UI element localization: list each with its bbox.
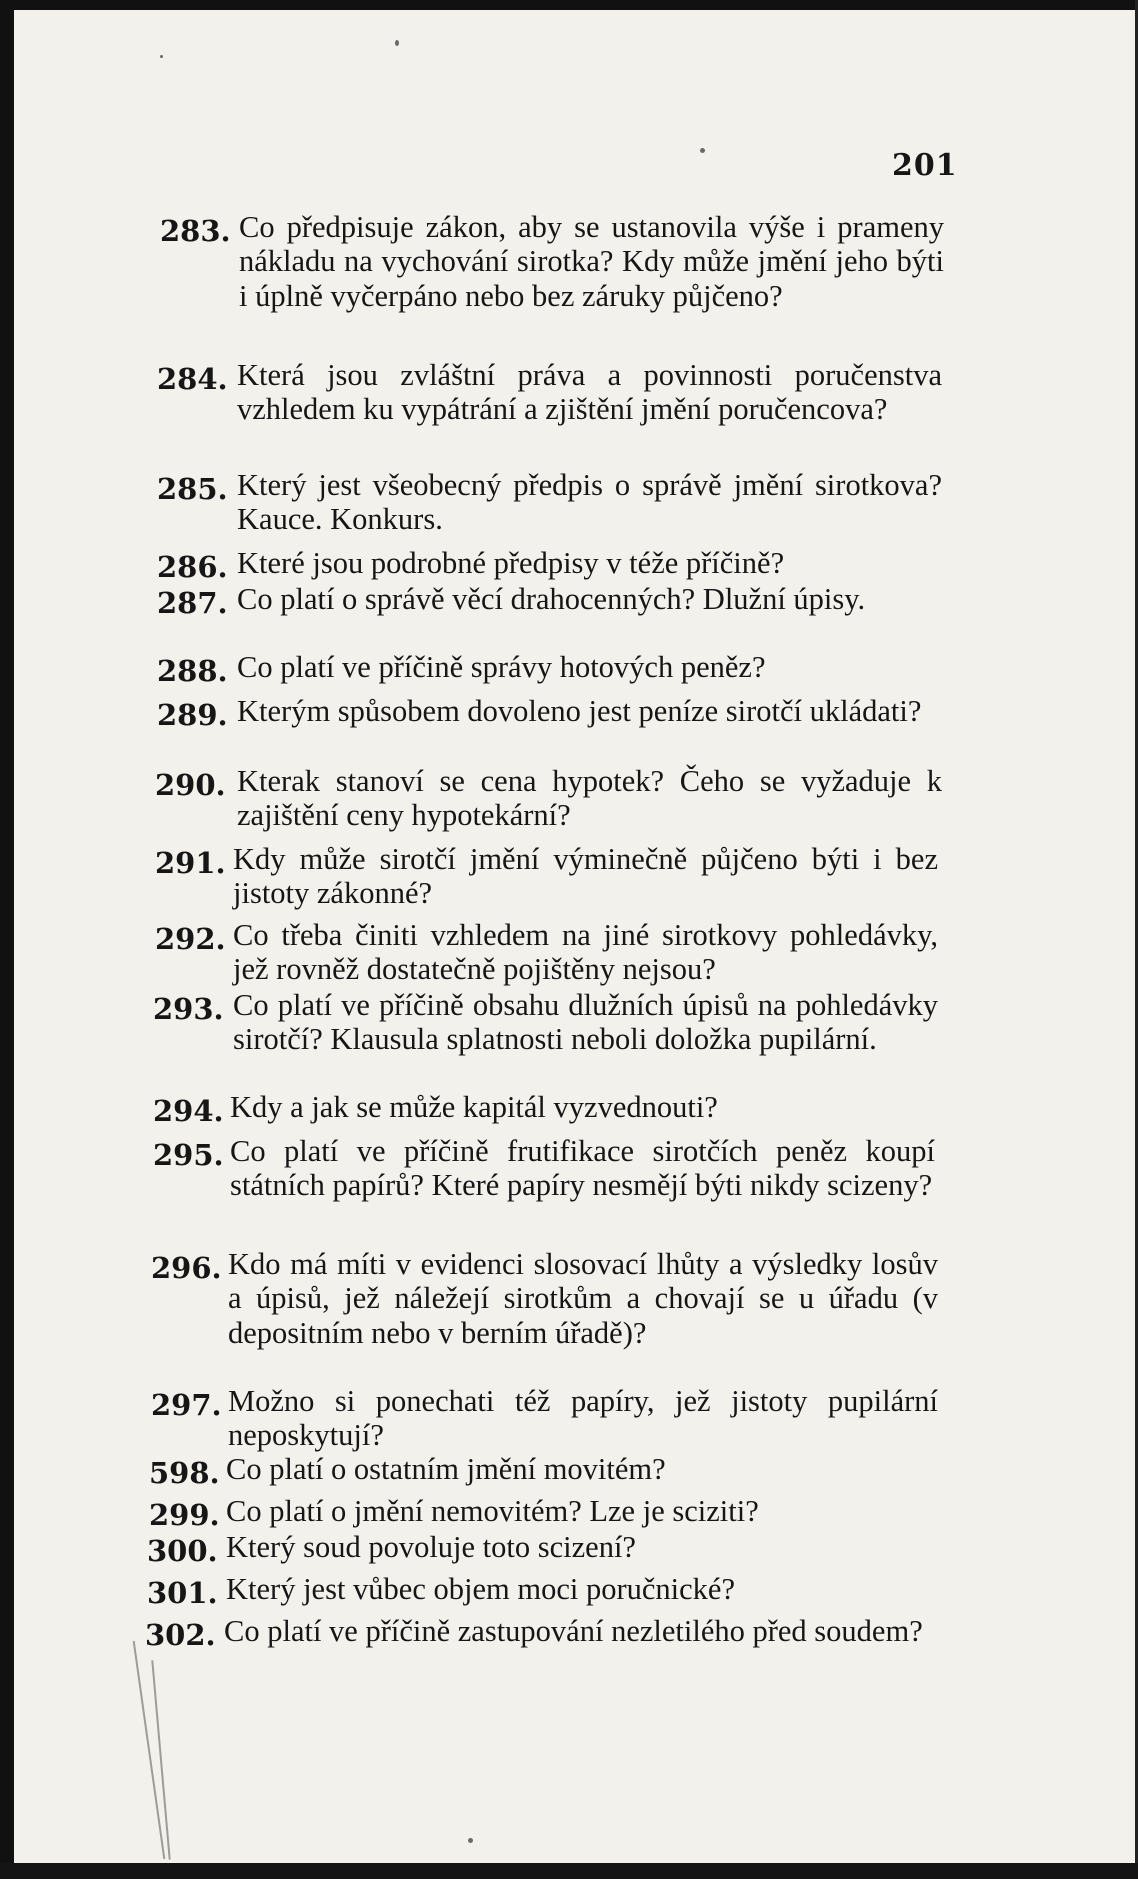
question-number: 295. (153, 1138, 224, 1172)
question-text: Kdy může sirotčí jmění výminečně půjčeno býti i bez jistoty zákonné? (233, 842, 938, 911)
paper-speck (395, 40, 399, 46)
page-number: 201 (892, 148, 958, 183)
question-number: 287. (157, 586, 228, 620)
question-number: 288. (157, 654, 228, 688)
question-number: 296. (151, 1251, 222, 1285)
paper-speck (700, 148, 705, 153)
question-text: Co platí ve příčině správy hotových peněz? (237, 650, 766, 684)
question-number: 301. (147, 1576, 218, 1610)
question-number: 286. (157, 550, 228, 584)
binding-edge (0, 0, 14, 1879)
question-text: Která jsou zvláštní práva a povinnosti poručenstva vzhledem ku vypátrání a zjištění jmění poručencova? (237, 358, 942, 427)
question-number: 598. (149, 1456, 220, 1490)
question-number: 283. (160, 214, 231, 248)
question-number: 289. (157, 698, 228, 732)
bottom-edge (0, 1863, 1138, 1879)
question-number: 285. (157, 472, 228, 506)
question-text: Co platí ve příčině frutifikace sirotčích peněz koupí státních papírů? Které papíry nesmějí býti nikdy scizeny? (230, 1134, 935, 1203)
question-text: Co platí ve příčině zastupování nezletilého před soudem? (224, 1614, 923, 1648)
question-text: Co platí o jmění nemovitém? Lze je sciziti? (226, 1494, 759, 1528)
question-text: Kterak stanoví se cena hypotek? Čeho se vyžaduje k zajištění ceny hypotekární? (237, 764, 942, 833)
question-text: Kdy a jak se může kapitál vyzvednouti? (230, 1090, 718, 1124)
question-number: 292. (155, 922, 226, 956)
question-text: Co platí ve příčině obsahu dlužních úpisů na pohledávky sirotčí? Klausula splatnosti neboli doložka pupilární. (233, 988, 938, 1057)
question-text: Co platí o správě věcí drahocenných? Dlužní úpisy. (237, 582, 866, 616)
question-text: Možno si ponechati též papíry, jež jistoty pupilární neposkytují? (228, 1384, 938, 1453)
paper-speck (160, 55, 163, 58)
question-number: 290. (155, 768, 226, 802)
question-number: 291. (155, 846, 226, 880)
question-text: Kterým spůsobem dovoleno jest peníze sirotčí ukládati? (237, 694, 922, 728)
question-number: 293. (153, 992, 224, 1026)
question-number: 299. (149, 1498, 220, 1532)
question-number: 284. (157, 362, 228, 396)
question-number: 302. (145, 1618, 216, 1652)
question-number: 300. (147, 1534, 218, 1568)
question-text: Které jsou podrobné předpisy v téže příčině? (237, 546, 785, 580)
question-text: Kdo má míti v evidenci slosovací lhůty a výsledky losův a úpisů, jež náležejí sirotkům a chovají se u úřadu (v depositním nebo v berním úřadě)? (228, 1247, 938, 1350)
question-text: Který jest vůbec objem moci poručnické? (226, 1572, 735, 1606)
paper-speck (468, 1838, 473, 1843)
question-text: Který jest všeobecný předpis o správě jmění sirotkova? Kauce. Konkurs. (237, 468, 942, 537)
question-number: 297. (151, 1388, 222, 1422)
top-edge (0, 0, 1138, 10)
question-number: 294. (153, 1094, 224, 1128)
question-text: Co předpisuje zákon, aby se ustanovila výše i prameny nákladu na vychování sirotka? Kdy může jmění jeho býti i úplně vyčerpáno nebo bez záruky půjčeno? (239, 210, 944, 313)
question-text: Co třeba činiti vzhledem na jiné sirotkovy pohledávky, jež rovněž dostatečně pojištěny nejsou? (233, 918, 938, 987)
question-text: Který soud povoluje toto scizení? (226, 1530, 636, 1564)
question-text: Co platí o ostatním jmění movitém? (226, 1452, 666, 1486)
